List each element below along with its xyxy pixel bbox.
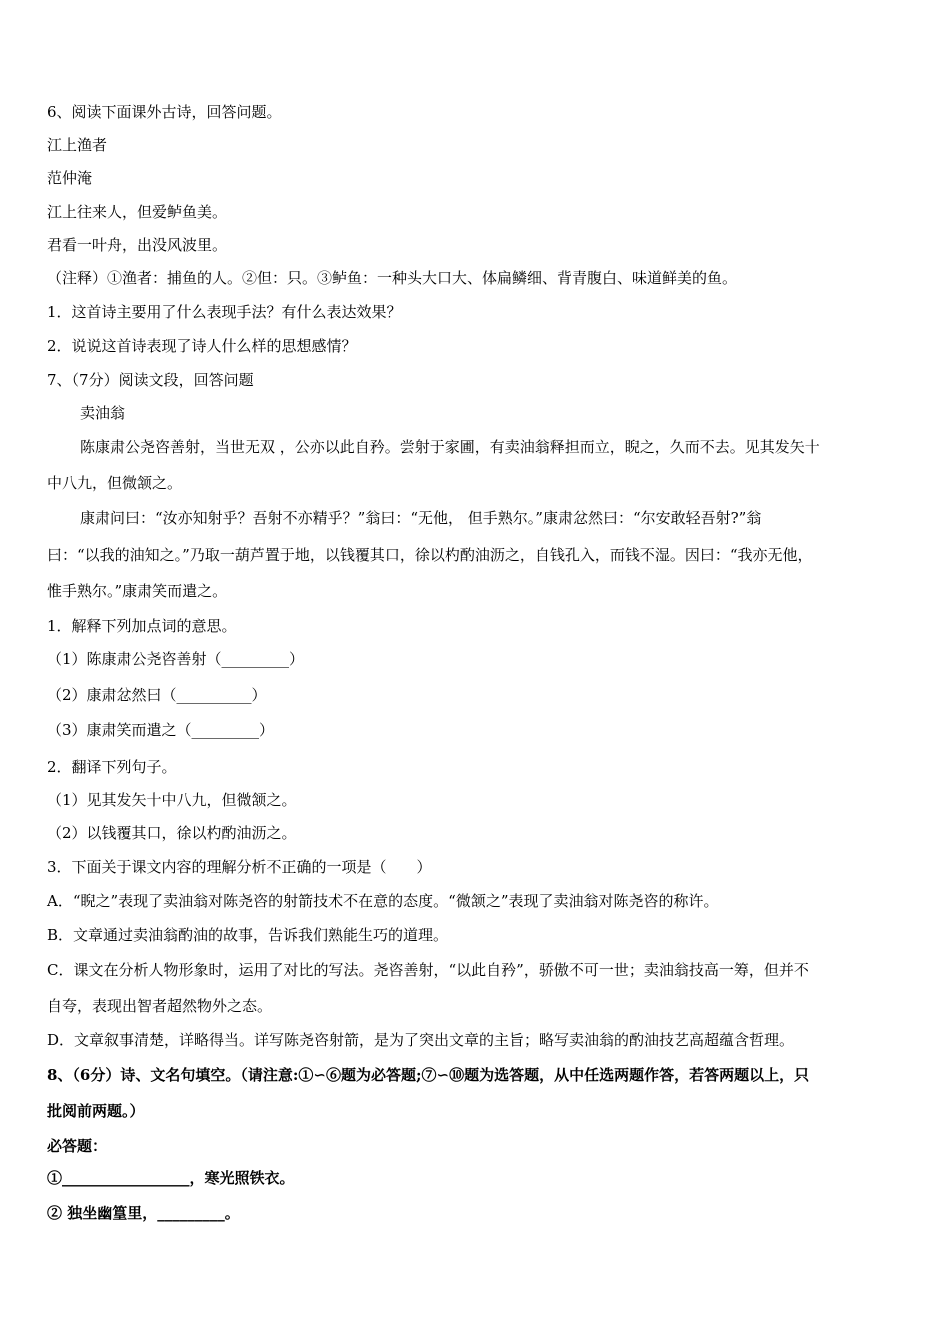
q6-header: 6、阅读下面课外古诗，回答问题。	[47, 103, 282, 121]
option-b: B．文章通过卖油翁酌油的故事，告诉我们熟能生巧的道理。	[47, 926, 449, 944]
q8-header-line-1: 8、（6分）诗、文名句填空。（请注意:①∽⑥题为必答题;⑦∽⑩题为选答题，从中任选两题作答，若答两题以上，只	[47, 1066, 810, 1084]
q7-sub-2-a: （1）见其发矢十中八九，但微颔之。	[47, 791, 297, 809]
q6-sub-2: 2．说说这首诗表现了诗人什么样的思想感情？	[47, 337, 357, 355]
q7-sub-1-a: （1）陈康肃公尧咨善射（_________）	[47, 650, 305, 668]
passage-p2-line-3: 惟手熟尔。”康肃笑而遣之。	[47, 582, 228, 600]
option-c-line-2: 自夸，表现出智者超然物外之态。	[47, 997, 273, 1015]
poem-line-1: 江上往来人，但爱鲈鱼美。	[47, 203, 228, 221]
q7-sub-2-b: （2）以钱覆其口，徐以杓酌油沥之。	[47, 824, 297, 842]
q7-sub-1: 1．解释下列加点词的意思。	[47, 617, 237, 635]
fill-item-1: ①_________________，寒光照铁衣。	[47, 1169, 295, 1187]
passage-p1-line-1: 陈康肃公尧咨善射，当世无双 ，公亦以此自矜。尝射于家圃，有卖油翁释担而立，睨之，久而不去。见其发矢十	[80, 438, 820, 456]
passage-title: 卖油翁	[80, 404, 126, 422]
q7-sub-1-b: （2）康肃忿然曰（__________）	[47, 686, 267, 704]
passage-p2-line-2: 曰：“以我的油知之。”乃取一葫芦置于地，以钱覆其口，徐以杓酌油沥之，自钱孔入，而钱不湿。因曰：“我亦无他，	[47, 546, 813, 564]
poem-title: 江上渔者	[47, 136, 108, 154]
required-label: 必答题：	[47, 1137, 108, 1155]
q7-sub-3: 3．下面关于课文内容的理解分析不正确的一项是（ ）	[47, 858, 432, 876]
q7-sub-1-c: （3）康肃笑而遣之（_________）	[47, 721, 275, 739]
option-d: D．文章叙事清楚，详略得当。详写陈尧咨射箭，是为了突出文章的主旨；略写卖油翁的酌油技艺高超蕴含哲理。	[47, 1031, 795, 1049]
q7-sub-2: 2．翻译下列句子。	[47, 758, 177, 776]
option-a: A．“睨之”表现了卖油翁对陈尧咨的射箭技术不在意的态度。“微颔之”表现了卖油翁对陈尧咨的称许。	[47, 892, 719, 910]
passage-p2-line-1: 康肃问曰：“汝亦知射乎？吾射不亦精乎？”翁曰：“无他， 但手熟尔。”康肃忿然曰：“尔安敢轻吾射?”翁	[80, 509, 762, 527]
q7-header: 7、（7分）阅读文段，回答问题	[47, 371, 254, 389]
passage-p1-line-2: 中八九，但微颔之。	[47, 474, 183, 492]
fill-item-2: ② 独坐幽篁里，_________。	[47, 1204, 240, 1222]
poem-author: 范仲淹	[47, 169, 93, 187]
poem-line-2: 君看一叶舟，出没风波里。	[47, 236, 228, 254]
q6-sub-1: 1．这首诗主要用了什么表现手法？有什么表达效果？	[47, 303, 402, 321]
poem-note: （注释）①渔者：捕鱼的人。②但：只。③鲈鱼：一种头大口大、体扁鳞细、背青腹白、味道鲜美的鱼。	[47, 269, 738, 287]
option-c-line-1: C．课文在分析人物形象时，运用了对比的写法。尧咨善射，“以此自矜”，骄傲不可一世；卖油翁技高一筹，但并不	[47, 961, 809, 979]
q8-header-line-2: 批阅前两题。）	[47, 1102, 145, 1120]
